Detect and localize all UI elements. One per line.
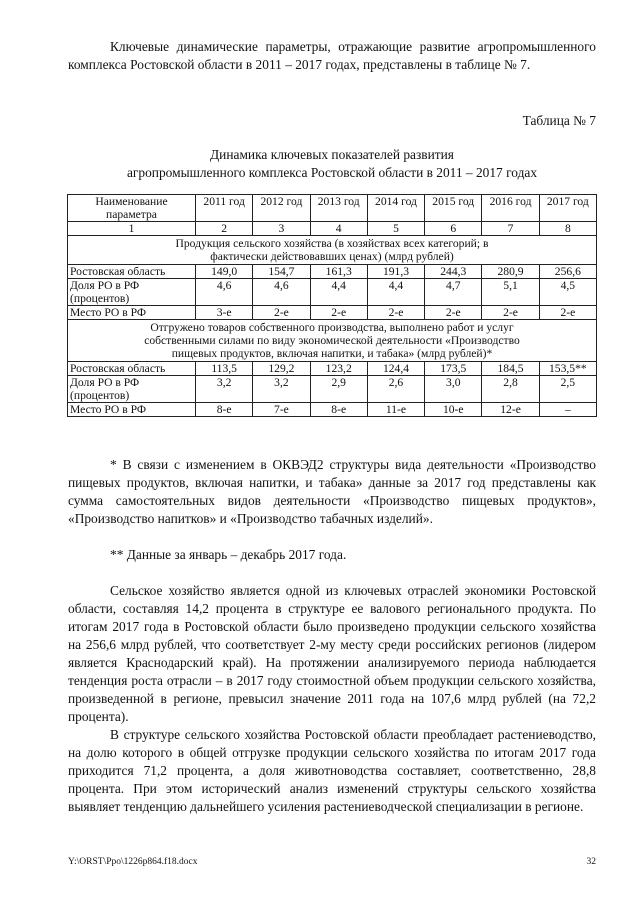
header-year: 2013 год	[310, 195, 367, 222]
table-cell: 4,6	[196, 279, 253, 306]
table-cell: 184,5	[482, 362, 539, 376]
col-number: 8	[539, 222, 596, 236]
table-cell: 149,0	[196, 265, 253, 279]
table-row	[68, 376, 597, 403]
section-header-row	[68, 320, 597, 362]
table-title-line-2: агропромышленного комплекса Ростовской области в 2011 – 2017 годах	[126, 165, 538, 180]
table-row	[68, 306, 597, 320]
table-row	[68, 362, 597, 376]
table-cell: 280,9	[482, 265, 539, 279]
table-cell: 8-е	[310, 403, 367, 417]
table-label: Таблица № 7	[522, 113, 596, 128]
row-label: Место РО в РФ	[68, 403, 196, 417]
page-number: 32	[586, 857, 596, 867]
table-row	[68, 265, 597, 279]
table-cell: 256,6	[539, 265, 596, 279]
row-label: Ростовская область	[68, 265, 196, 279]
col-number: 6	[425, 222, 482, 236]
table-cell: –	[539, 403, 596, 417]
table-cell: 4,5	[539, 279, 596, 306]
header-year: 2015 год	[425, 195, 482, 222]
table-cell: 2,6	[367, 376, 424, 403]
footer-file-path: Y:\ORST\Ppo\1226p864.f18.docx	[68, 857, 198, 867]
header-year: 2014 год	[367, 195, 424, 222]
intro-paragraph: Ключевые динамические параметры, отражающие развитие агропромышленного комплекса Ростовской области в 2011 – 2017 годах, представлены в таблице № 7.	[68, 39, 596, 72]
table-cell: 3,2	[196, 376, 253, 403]
table-cell: 161,3	[310, 265, 367, 279]
data-table	[67, 194, 597, 417]
table-cell: 191,3	[367, 265, 424, 279]
table-cell: 11-е	[367, 403, 424, 417]
table-row	[68, 403, 597, 417]
row-label: Ростовская область	[68, 362, 196, 376]
table-cell: 2-е	[253, 306, 310, 320]
table-cell: 244,3	[425, 265, 482, 279]
table-header-row	[68, 195, 597, 222]
footnote-1: * В связи с изменением в ОКВЭД2 структуры вида деятельности «Производство пищевых продуктов, включая напитки, и табака» данные за 2017 год представлены как сумма самостоятельных видов деятельности «Производство пищевых продуктов», «Производство напитков» и «Производство табачных изделий».	[68, 457, 596, 526]
table-cell: 129,2	[253, 362, 310, 376]
table-cell: 10-е	[425, 403, 482, 417]
footnote-2: ** Данные за январь – декабрь 2017 года.	[110, 547, 347, 562]
table-cell: 154,7	[253, 265, 310, 279]
section1-title: Продукция сельского хозяйства (в хозяйствах всех категорий; в фактически действовавших ценах) (млрд рублей)	[68, 236, 597, 265]
col-number: 7	[482, 222, 539, 236]
col-number: 1	[68, 222, 196, 236]
table-cell: 4,6	[253, 279, 310, 306]
header-year: 2012 год	[253, 195, 310, 222]
table-cell: 4,7	[425, 279, 482, 306]
section-header-row	[68, 236, 597, 265]
section2-title: Отгружено товаров собственного производства, выполнено работ и услуг собственными силами по виду экономической деятельности «Производство пищевых продуктов, включая напитки, и табака» (млрд рублей)*	[68, 320, 597, 362]
table-cell: 2,5	[539, 376, 596, 403]
table-cell: 2-е	[367, 306, 424, 320]
table-row	[68, 279, 597, 306]
row-label: Доля РО в РФ (процентов)	[68, 279, 196, 306]
col-number: 4	[310, 222, 367, 236]
table-cell: 7-е	[253, 403, 310, 417]
table-cell: 2,9	[310, 376, 367, 403]
header-year: 2017 год	[539, 195, 596, 222]
table-cell: 4,4	[367, 279, 424, 306]
col-number: 5	[367, 222, 424, 236]
table-cell: 2-е	[539, 306, 596, 320]
header-year: 2011 год	[196, 195, 253, 222]
table-cell: 2,8	[482, 376, 539, 403]
body-paragraph-2: В структуре сельского хозяйства Ростовской области преобладает растениеводство, на долю которого в общей отгрузке продукции сельского хозяйства по итогам 2017 года приходится 71,2 процента, а доля животноводства составляет, соответственно, 28,8 процента. При этом исторический анализ изменений структуры сельского хозяйства выявляет тенденцию дальнейшего усиления растениеводческой специализации в регионе.	[68, 727, 596, 814]
table-cell: 153,5**	[539, 362, 596, 376]
table-cell: 173,5	[425, 362, 482, 376]
header-param: Наименование параметра	[68, 195, 196, 222]
table-cell: 2-е	[482, 306, 539, 320]
col-number: 3	[253, 222, 310, 236]
table-cell: 3,2	[253, 376, 310, 403]
table-cell: 124,4	[367, 362, 424, 376]
table-cell: 8-е	[196, 403, 253, 417]
table-cell: 5,1	[482, 279, 539, 306]
col-number: 2	[196, 222, 253, 236]
table-title-line-1: Динамика ключевых показателей развития	[210, 147, 454, 162]
table-cell: 4,4	[310, 279, 367, 306]
table-cell: 2-е	[425, 306, 482, 320]
row-label: Место РО в РФ	[68, 306, 196, 320]
table-cell: 123,2	[310, 362, 367, 376]
table-cell: 3-е	[196, 306, 253, 320]
table-cell: 12-е	[482, 403, 539, 417]
table-cell: 2-е	[310, 306, 367, 320]
header-year: 2016 год	[482, 195, 539, 222]
table-cell: 113,5	[196, 362, 253, 376]
column-number-row	[68, 222, 597, 236]
body-paragraph-1: Сельское хозяйство является одной из ключевых отраслей экономики Ростовской области, составляя 14,2 процента в структуре ее валового регионального продукта. По итогам 2017 года в Ростовской области было произведено продукции сельского хозяйства на 256,6 млрд рублей, что соответствует 2-му месту среди российских регионов (лидером является Краснодарский край). На протяжении анализируемого периода наблюдается тенденция роста отрасли – в 2017 году стоимостной объем продукции сельского хозяйства, произведенной в регионе, превысил значение 2011 года на 107,6 млрд рублей (на 72,2 процента).	[68, 583, 596, 724]
row-label: Доля РО в РФ (процентов)	[68, 376, 196, 403]
table-cell: 3,0	[425, 376, 482, 403]
